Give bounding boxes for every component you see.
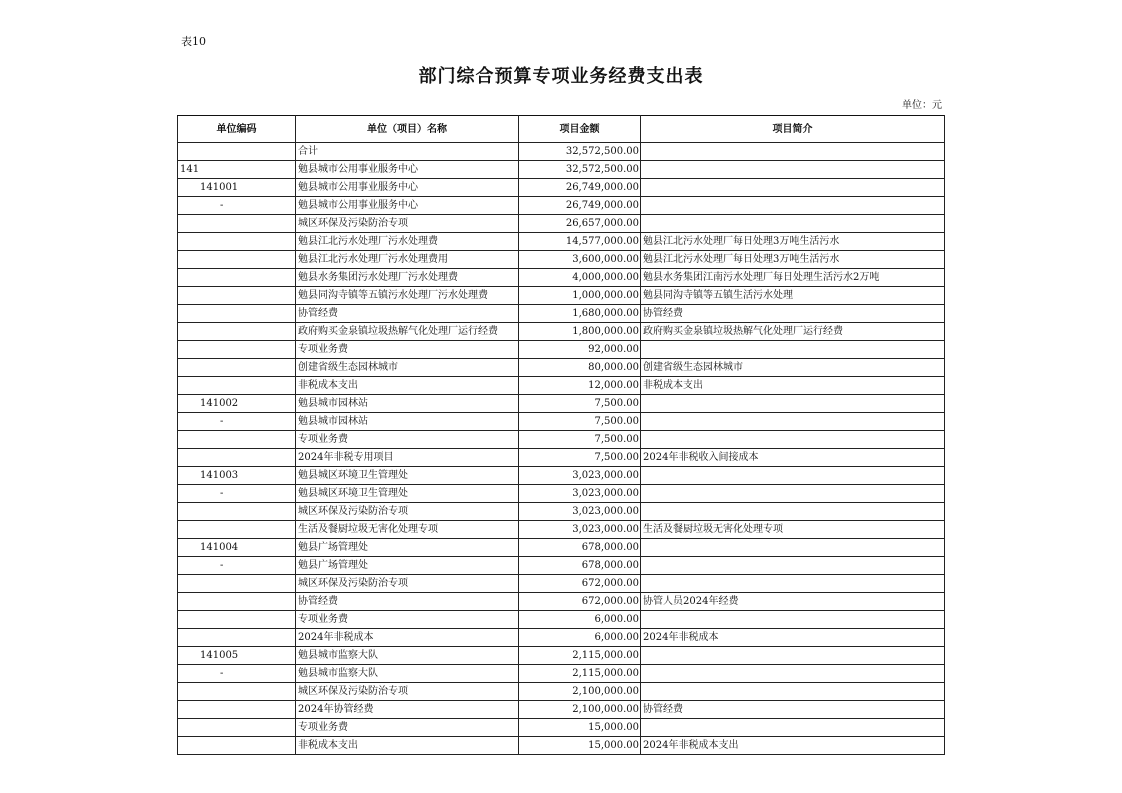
cell-unit-code: 141001 [178,179,296,197]
table-row [178,251,945,269]
table-row [178,179,945,197]
cell-description: 2024年非税收入间接成本 [641,449,945,467]
cell-amount: 3,023,000.00 [519,503,641,521]
cell-description [641,215,945,233]
cell-description [641,341,945,359]
cell-amount: 678,000.00 [519,557,641,575]
cell-description [641,395,945,413]
cell-description [641,485,945,503]
cell-unit-code [178,449,296,467]
cell-unit-name: 2024年非税成本 [296,629,519,647]
cell-amount: 1,000,000.00 [519,287,641,305]
cell-amount: 32,572,500.00 [519,161,641,179]
table-row [178,557,945,575]
cell-unit-name: 城区环保及污染防治专项 [296,503,519,521]
cell-description [641,179,945,197]
cell-unit-code: - [178,197,296,215]
cell-description [641,683,945,701]
cell-description [641,413,945,431]
cell-description [641,557,945,575]
cell-amount: 26,749,000.00 [519,197,641,215]
cell-amount: 672,000.00 [519,593,641,611]
table-row [178,269,945,287]
cell-unit-name: 城区环保及污染防治专项 [296,575,519,593]
cell-amount: 2,115,000.00 [519,665,641,683]
page-title: 部门综合预算专项业务经费支出表 [418,66,704,87]
cell-amount: 3,023,000.00 [519,467,641,485]
cell-description [641,647,945,665]
cell-unit-code [178,269,296,287]
table-row [178,287,945,305]
cell-unit-code [178,143,296,161]
table-row [178,395,945,413]
cell-unit-code [178,629,296,647]
table-row [178,233,945,251]
cell-description [641,575,945,593]
cell-unit-code [178,719,296,737]
cell-amount: 80,000.00 [519,359,641,377]
cell-amount: 26,657,000.00 [519,215,641,233]
cell-amount: 6,000.00 [519,629,641,647]
table-row [178,503,945,521]
cell-amount: 7,500.00 [519,431,641,449]
cell-description: 协管经费 [641,701,945,719]
unit-label: 单位：元 [902,100,942,111]
cell-amount: 4,000,000.00 [519,269,641,287]
cell-unit-name: 非税成本支出 [296,737,519,755]
cell-description: 非税成本支出 [641,377,945,395]
cell-unit-code [178,341,296,359]
cell-unit-name: 勉县城市监察大队 [296,665,519,683]
cell-unit-code: 141003 [178,467,296,485]
cell-amount: 12,000.00 [519,377,641,395]
cell-unit-code [178,359,296,377]
cell-amount: 15,000.00 [519,737,641,755]
cell-unit-code [178,683,296,701]
cell-unit-name: 专项业务费 [296,341,519,359]
cell-description: 勉县水务集团江南污水处理厂每日处理生活污水2万吨 [641,269,945,287]
cell-amount: 7,500.00 [519,395,641,413]
cell-unit-code: - [178,413,296,431]
cell-description: 2024年非税成本支出 [641,737,945,755]
table-row [178,197,945,215]
cell-unit-name: 勉县城市园林站 [296,413,519,431]
table-row [178,323,945,341]
table-row [178,611,945,629]
table-header-row [178,116,945,143]
cell-unit-code [178,287,296,305]
table-row [178,467,945,485]
cell-amount: 14,577,000.00 [519,233,641,251]
cell-amount: 1,680,000.00 [519,305,641,323]
cell-unit-name: 勉县城市公用事业服务中心 [296,197,519,215]
cell-description [641,503,945,521]
table-row [178,701,945,719]
cell-unit-code [178,251,296,269]
cell-unit-name: 勉县水务集团污水处理厂污水处理费 [296,269,519,287]
cell-description [641,431,945,449]
cell-description [641,467,945,485]
cell-amount: 32,572,500.00 [519,143,641,161]
cell-amount: 2,100,000.00 [519,701,641,719]
cell-amount: 7,500.00 [519,413,641,431]
cell-unit-code: 141 [178,161,296,179]
table-row [178,215,945,233]
cell-description [641,719,945,737]
cell-unit-code [178,431,296,449]
cell-unit-name: 勉县城区环境卫生管理处 [296,467,519,485]
table-row [178,341,945,359]
cell-unit-name: 勉县城市园林站 [296,395,519,413]
table-row [178,413,945,431]
cell-description: 协管人员2024年经费 [641,593,945,611]
cell-unit-name: 生活及餐厨垃圾无害化处理专项 [296,521,519,539]
cell-amount: 672,000.00 [519,575,641,593]
table-row [178,359,945,377]
table-row [178,143,945,161]
cell-amount: 92,000.00 [519,341,641,359]
cell-unit-name: 合计 [296,143,519,161]
cell-unit-name: 勉县广场管理处 [296,539,519,557]
cell-unit-name: 城区环保及污染防治专项 [296,683,519,701]
cell-unit-code [178,233,296,251]
table-row [178,683,945,701]
table-row [178,737,945,755]
table-row [178,647,945,665]
expenditure-table [177,115,945,755]
cell-unit-name: 创建省级生态园林城市 [296,359,519,377]
header-description: 项目简介 [641,116,945,143]
cell-unit-code: 141005 [178,647,296,665]
cell-amount: 7,500.00 [519,449,641,467]
cell-unit-name: 勉县广场管理处 [296,557,519,575]
cell-amount: 2,100,000.00 [519,683,641,701]
cell-description: 勉县江北污水处理厂每日处理3万吨生活污水 [641,233,945,251]
cell-unit-name: 协管经费 [296,593,519,611]
cell-unit-name: 勉县江北污水处理厂污水处理费用 [296,251,519,269]
cell-unit-name: 勉县城市公用事业服务中心 [296,179,519,197]
table-row [178,485,945,503]
cell-description: 生活及餐厨垃圾无害化处理专项 [641,521,945,539]
cell-amount: 678,000.00 [519,539,641,557]
cell-unit-code [178,323,296,341]
cell-unit-name: 非税成本支出 [296,377,519,395]
table-row [178,719,945,737]
cell-unit-name: 勉县城市监察大队 [296,647,519,665]
cell-description [641,161,945,179]
cell-amount: 3,023,000.00 [519,521,641,539]
cell-unit-code [178,611,296,629]
table-row [178,539,945,557]
cell-description [641,143,945,161]
cell-unit-code: - [178,557,296,575]
table-row [178,575,945,593]
cell-unit-code [178,737,296,755]
cell-description [641,665,945,683]
cell-amount: 6,000.00 [519,611,641,629]
cell-unit-name: 城区环保及污染防治专项 [296,215,519,233]
cell-description: 勉县江北污水处理厂每日处理3万吨生活污水 [641,251,945,269]
cell-unit-name: 专项业务费 [296,719,519,737]
cell-description: 勉县同沟寺镇等五镇生活污水处理 [641,287,945,305]
cell-unit-name: 勉县同沟寺镇等五镇污水处理厂污水处理费 [296,287,519,305]
table-row [178,629,945,647]
cell-unit-code: - [178,485,296,503]
cell-unit-name: 政府购买金泉镇垃圾热解气化处理厂运行经费 [296,323,519,341]
table-row [178,161,945,179]
cell-unit-code [178,305,296,323]
cell-amount: 3,023,000.00 [519,485,641,503]
cell-unit-name: 2024年非税专用项目 [296,449,519,467]
cell-unit-code [178,503,296,521]
table-row [178,449,945,467]
table-row [178,521,945,539]
cell-unit-name: 专项业务费 [296,611,519,629]
cell-unit-code [178,377,296,395]
cell-amount: 15,000.00 [519,719,641,737]
cell-unit-name: 协管经费 [296,305,519,323]
header-amount: 项目金额 [519,116,641,143]
cell-unit-name: 2024年协管经费 [296,701,519,719]
table-row [178,305,945,323]
cell-amount: 2,115,000.00 [519,647,641,665]
table-row [178,593,945,611]
header-unit-name: 单位（项目）名称 [296,116,519,143]
cell-description: 政府购买金泉镇垃圾热解气化处理厂运行经费 [641,323,945,341]
cell-unit-code [178,593,296,611]
cell-unit-code: 141004 [178,539,296,557]
cell-unit-code: - [178,665,296,683]
header-unit-code: 单位编码 [178,116,296,143]
cell-amount: 1,800,000.00 [519,323,641,341]
cell-unit-code: 141002 [178,395,296,413]
cell-unit-code [178,215,296,233]
cell-description: 创建省级生态园林城市 [641,359,945,377]
cell-unit-name: 专项业务费 [296,431,519,449]
cell-description: 协管经费 [641,305,945,323]
cell-amount: 26,749,000.00 [519,179,641,197]
table-row [178,377,945,395]
table-row [178,431,945,449]
cell-description [641,539,945,557]
cell-description [641,611,945,629]
cell-unit-name: 勉县江北污水处理厂污水处理费 [296,233,519,251]
cell-amount: 3,600,000.00 [519,251,641,269]
cell-unit-code [178,521,296,539]
cell-unit-code [178,575,296,593]
cell-description [641,197,945,215]
cell-unit-code [178,701,296,719]
cell-description: 2024年非税成本 [641,629,945,647]
cell-unit-name: 勉县城市公用事业服务中心 [296,161,519,179]
table-number-label: 表10 [181,35,206,48]
cell-unit-name: 勉县城区环境卫生管理处 [296,485,519,503]
table-row [178,665,945,683]
